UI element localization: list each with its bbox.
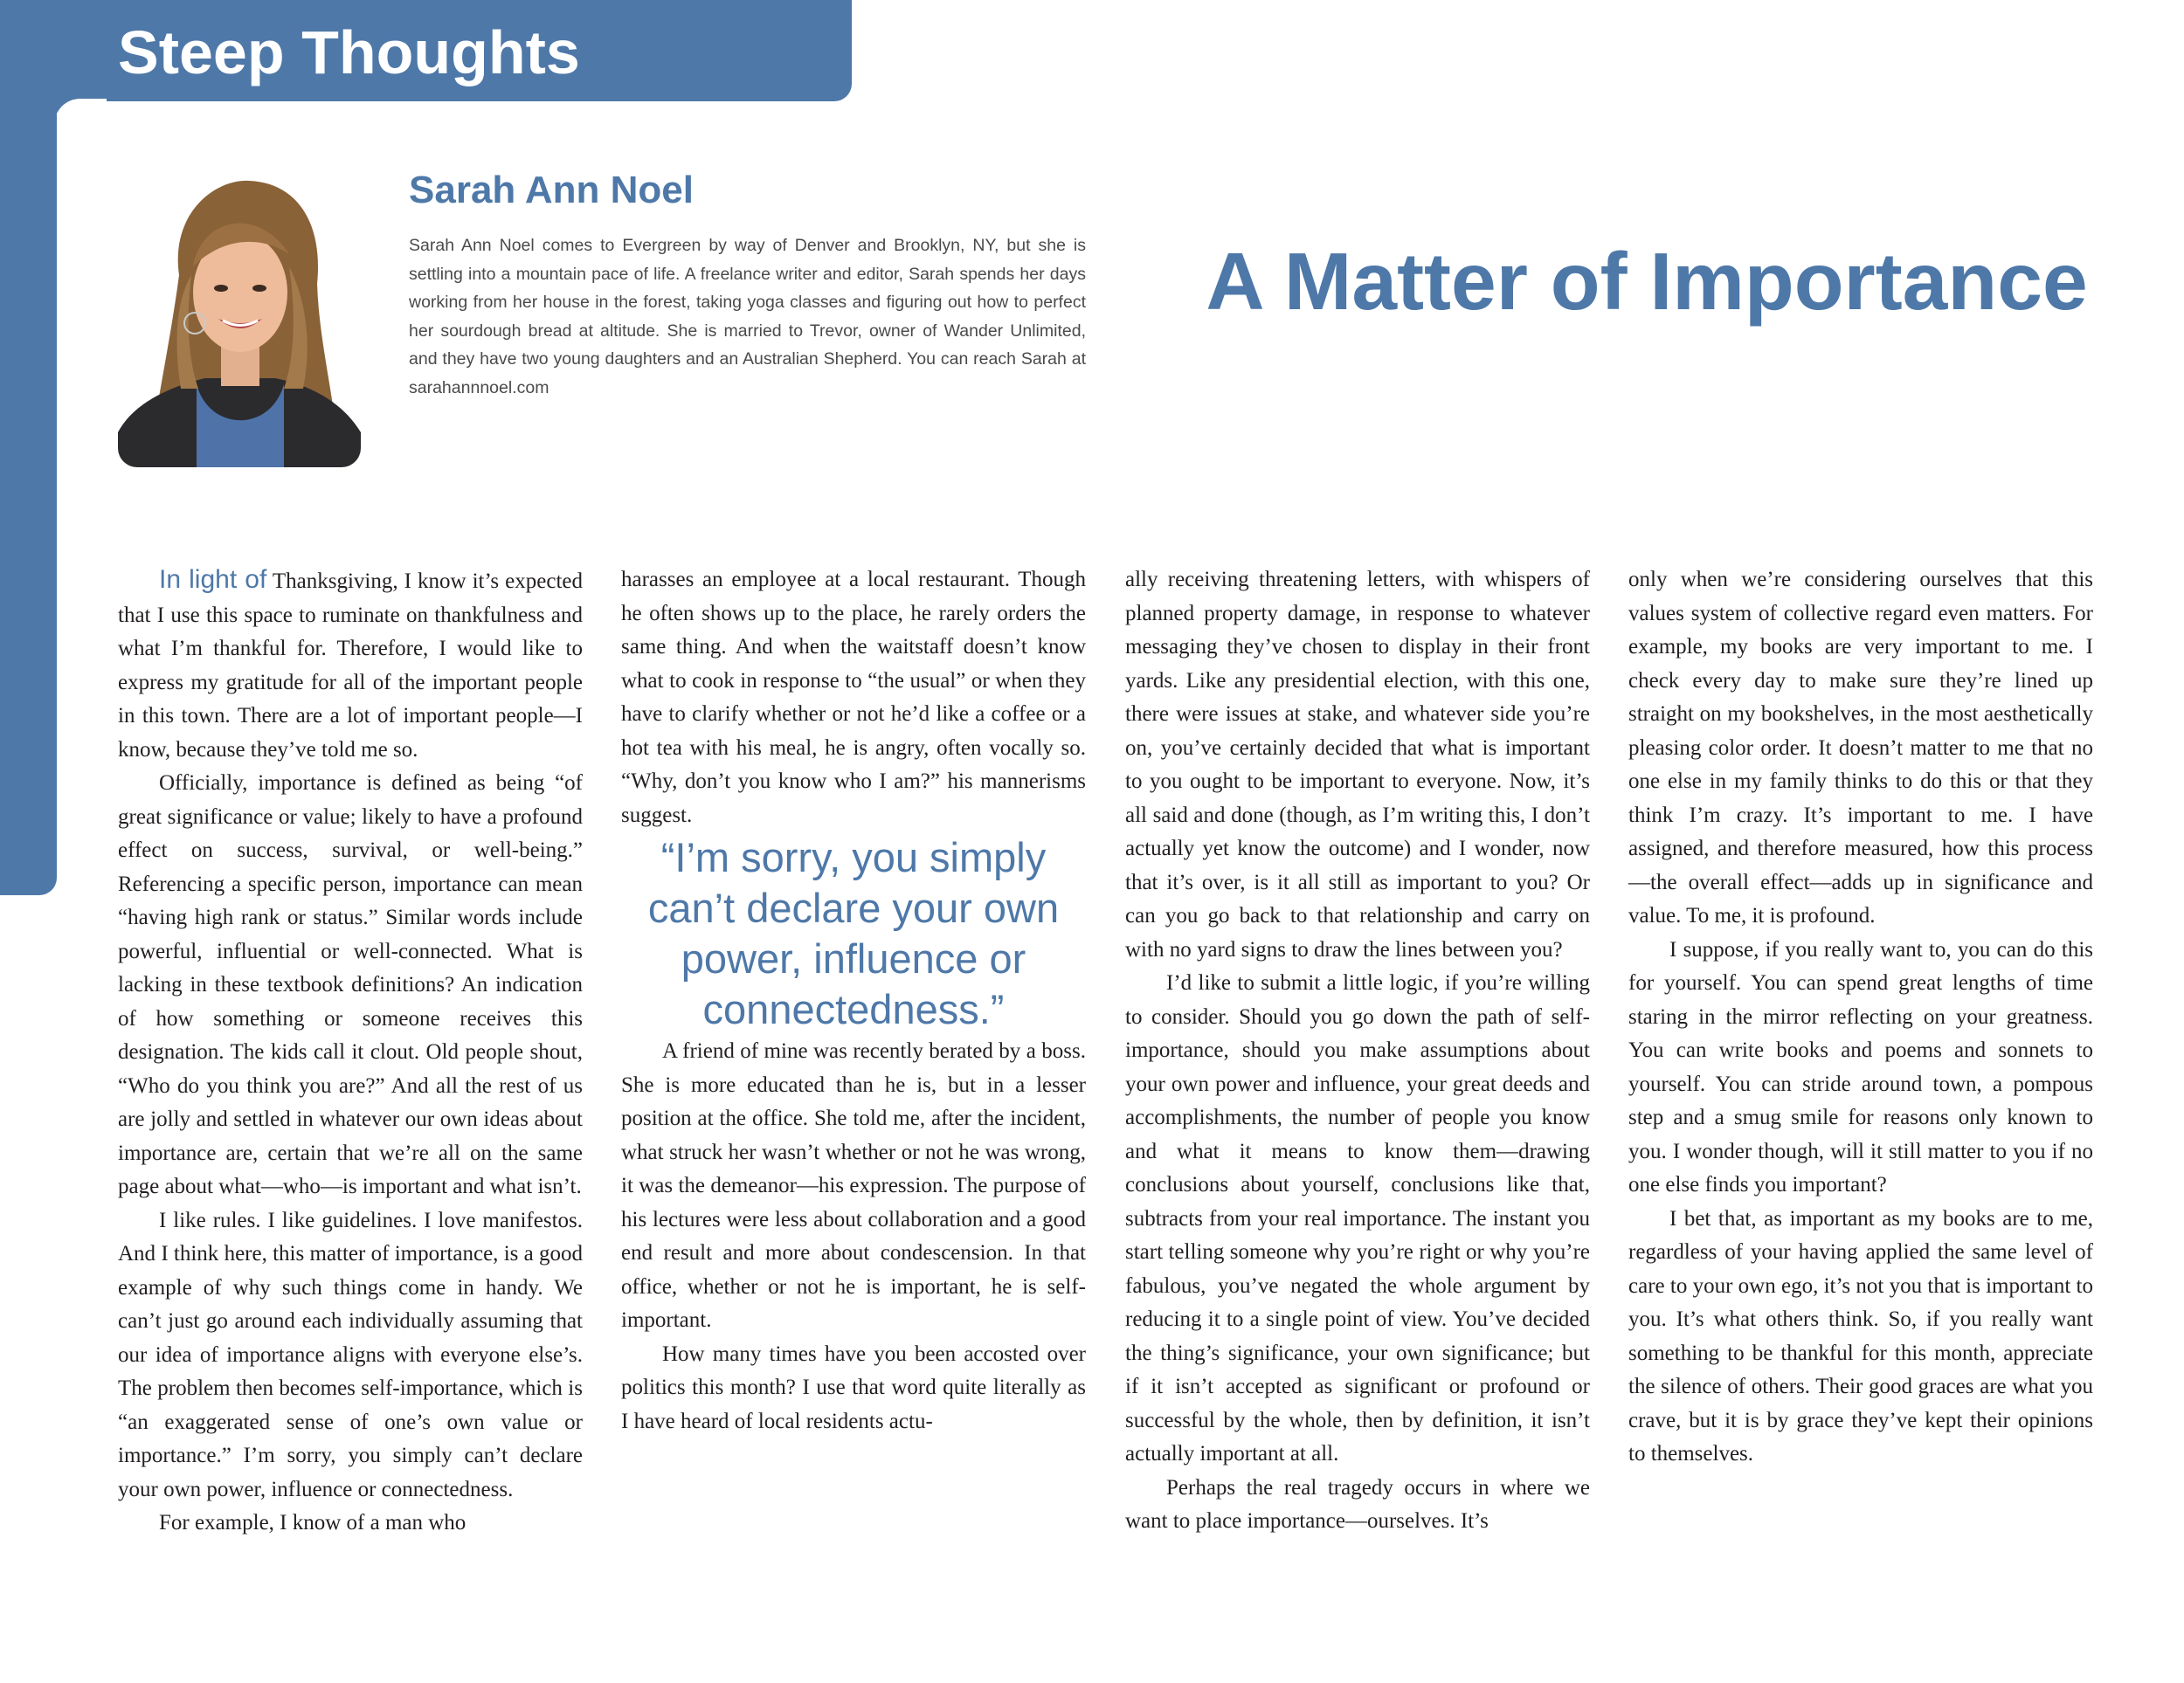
body-paragraph: I like rules. I like guidelines. I love manifestos. And I think here, this matter of importance, is a good example of why such things come in handy. We can’t just go around each individually assuming that our idea of importance aligns with everyone else’s. The problem then becomes self-importance, which is “an exaggerated sense of one’s own value or importance.” I’m sorry, you simply can’t declare your own power, influence or connectedness. [118,1208,583,1501]
section-title: Steep Thoughts [118,18,580,86]
article-column-3 [1125,563,1590,1539]
author-name: Sarah Ann Noel [409,169,694,211]
article-column-2 [621,563,1086,1438]
body-paragraph: harasses an employee at a local restaurant. Though he often shows up to the place, he rarely orders the same thing. And when the waitstaff doesn’t know what to cook in response to “the usual” or when they have to clarify whether or not he’d like a coffee or a hot tea with his meal, he is angry, often vocally so. “Why, don’t you know who I am?” his mannerisms suggest. [621,568,1086,827]
article-column-1 [118,563,583,1541]
body-paragraph: only when we’re considering ourselves that this values system of collective regard even matters. For example, my books are very important to me. I check every day to make sure they’re lined up straight on my bookshelves, in the most aesthetically pleasing color order. It doesn’t matter to me that no one else in my family thinks to do this or that they think I’m crazy. It’s important to me. I have assigned, and therefore measured, how this process—the overall effect—adds up in significance and value. To me, it is profound. [1628,568,2093,928]
author-portrait-illustration [118,170,361,467]
pull-quote: “I’m sorry, you simply can’t declare your own power, influence or connectedness.” [647,834,1060,1032]
accent-band-corner-mask [54,99,107,151]
paragraph-text: Thanksgiving, I know it’s expected that I use this space to ruminate on thankfulness and what I’m thankful for. Therefore, I would like to express my gratitude for all of the important people in this town. There are a lot of important people—I know, because they’ve told me so. [118,569,583,762]
body-paragraph: For example, I know of a man who [159,1511,467,1535]
article-column-4 [1628,563,2093,1472]
body-paragraph: A friend of mine was recently berated by a boss. She is more educated than he is, but in a lesser position at the office. She told me, after the incident, what struck her wasn’t whether or not he was wrong, it was the demeanor—his expression. The purpose of his lectures were less about collaboration and a good end result and more about condescension. In that office, whether or not he is important, he is self-important. [621,1039,1086,1332]
article-headline: A Matter of Importance [1206,236,2088,327]
body-paragraph [118,563,583,767]
section-header-tab [0,0,852,101]
lead-in-text: In light of [159,565,267,594]
body-paragraph: ally receiving threatening letters, with whispers of planned property damage, in response to whatever messaging they’ve chosen to display in their front yards. Like any presidential election, with this one, there were issues at stake, and whatever side you’re on, you’ve certainly decided that what is important to you ought to be important to everyone. Now, it’s all said and done (though, as I’m writing this, I don’t actually yet know the outcome) and I wonder, now that it’s over, is it all still as important to you? Or can you go back to that relationship and carry on with no yard signs to draw the lines between you? [1125,568,1590,962]
body-paragraph: Officially, importance is defined as being “of great significance or value; likely to have a profound effect on success, survival, or well-being.” Referencing a specific person, importance can mean “having high rank or status.” Similar words include powerful, influential or well-connected. What is lacking in these textbook definitions? An indication of how something or someone receives this designation. The kids call it clout. Old people shout, “Who do you think you are?” And all the rest of us are jolly and settled in whatever our own ideas about importance are, certain that we’re all on the same page about what—who—is important and what isn’t. [118,771,583,1198]
body-paragraph: I bet that, as important as my books are to me, regardless of your having applied the same level of care to your own ego, it’s not you that is important to you. It’s what others think. So, if you really want something to be thankful for this month, appreciate the silence of others. Their good graces are what you crave, but it is by grace they’ve kept their opinions to themselves. [1628,1206,2093,1466]
body-paragraph: How many times have you been accosted over politics this month? I use that word quite literally as I have heard of local residents actu- [621,1342,1086,1433]
body-paragraph: I’d like to submit a little logic, if you’re willing to consider. Should you go down the path of self-importance, should you make assumptions about your own power and influence, your great deeds and accomplishments, the number of people you know and what it means to know them—drawing conclusions about yourself, conclusions like that, subtracts from your real importance. The instant you start telling someone why you’re right or why you’re fabulous, you’ve negated the whole argument by reducing it to a single point of view. You’ve decided the thing’s significance, your own significance; but if it isn’t accepted as significant or profound or successful by the whole, then by definition, it isn’t actually important at all. [1125,971,1590,1466]
accent-side-band [0,100,57,895]
body-paragraph: I suppose, if you really want to, you can do this for yourself. You can spend great lengths of time staring in the mirror reflecting on your greatness. You can write books and poems and sonnets to yourself. You can stride around town, a pompous step and a smug smile for reasons only known to you. I wonder though, will it still matter to you if no one else finds you important? [1628,937,2093,1197]
author-bio: Sarah Ann Noel comes to Evergreen by way of Denver and Brooklyn, NY, but she is settling into a mountain pace of life. A freelance writer and editor, Sarah spends her days working from her house in the forest, taking yoga classes and figuring out how to perfect her sourdough bread at altitude. She is married to Trevor, owner of Wander Unlimited, and they have two young daughters and an Australian Shepherd. You can reach Sarah at sarahannnoel.com [409,236,1086,397]
body-paragraph: Perhaps the real tragedy occurs in where we want to place importance—ourselves. It’s [1125,1475,1590,1533]
author-photo [118,170,361,467]
